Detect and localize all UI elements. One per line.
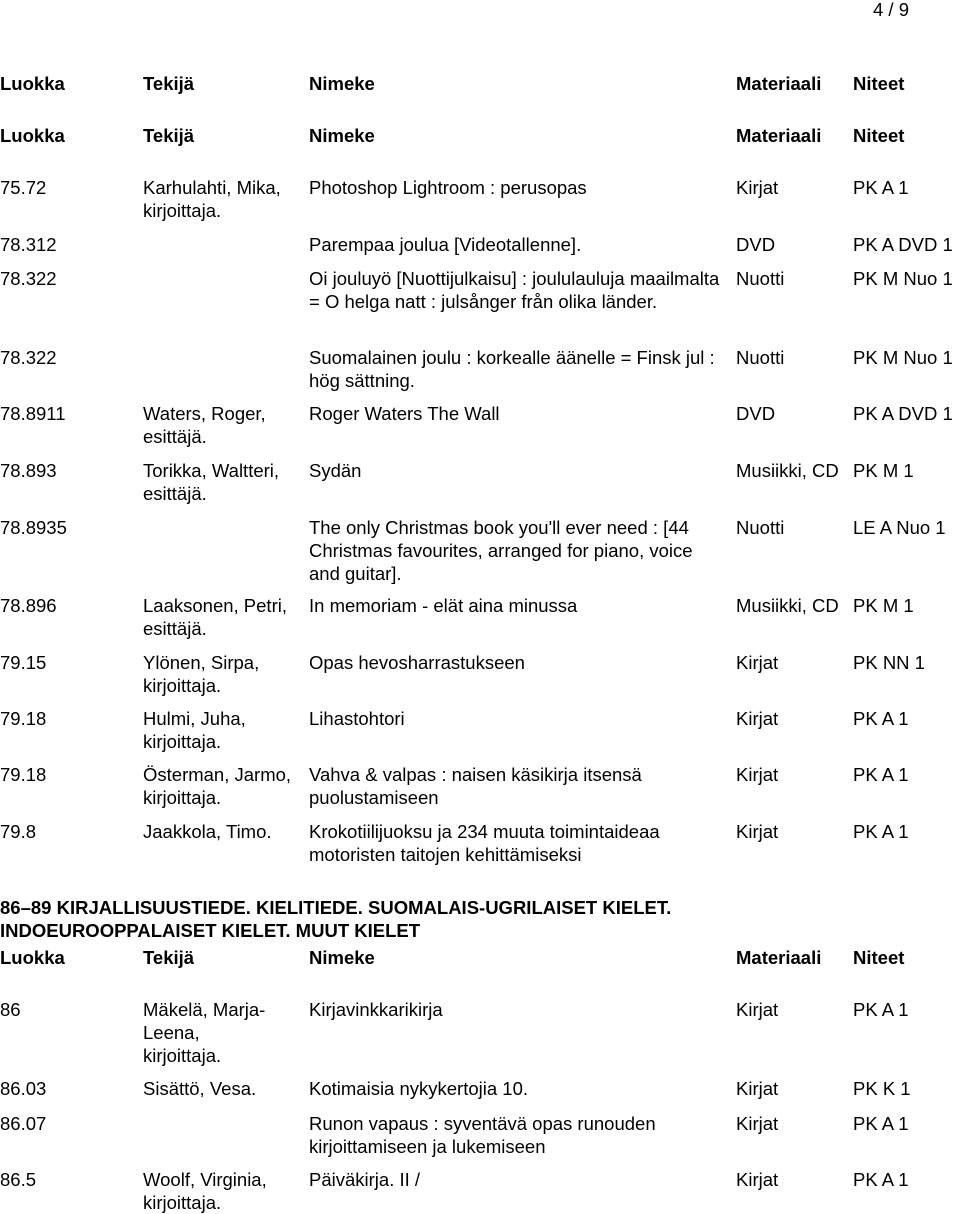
cell-luokka: 78.8911 (0, 403, 66, 424)
cell-luokka: 86.07 (0, 1113, 47, 1134)
cell-niteet: PK A 1 (853, 708, 909, 729)
cell-niteet: PK NN 1 (853, 652, 925, 673)
section-title-line: 86–89 KIRJALLISUUSTIEDE. KIELITIEDE. SUOMALAIS-UGRILAISET KIELET. (0, 897, 672, 918)
cell-nimeke: Lihastohtori (309, 708, 405, 729)
cell-niteet: PK A 1 (853, 999, 909, 1020)
page-number: 4 / 9 (873, 0, 909, 20)
cell-nimeke: Kirjavinkkarikirja (309, 999, 443, 1020)
cell-niteet: PK A 1 (853, 1169, 909, 1190)
cell-niteet: PK A 1 (853, 764, 909, 785)
cell-materiaali: DVD (736, 234, 776, 255)
header-luokka: Luokka (0, 73, 65, 94)
cell-luokka: 78.896 (0, 595, 57, 616)
cell-luokka: 86 (0, 999, 21, 1020)
cell-nimeke: Photoshop Lightroom : perusopas (309, 177, 587, 198)
cell-niteet: PK A DVD 1 (853, 403, 953, 424)
cell-niteet: PK M Nuo 1 (853, 347, 953, 368)
cell-tekija: Österman, Jarmo, kirjoittaja. (143, 764, 292, 808)
header-niteet: Niteet (853, 947, 905, 968)
cell-luokka: 79.18 (0, 764, 47, 785)
cell-materiaali: Kirjat (736, 1078, 779, 1099)
cell-luokka: 75.72 (0, 177, 47, 198)
header-niteet: Niteet (853, 125, 905, 146)
cell-niteet: LE A Nuo 1 (853, 517, 946, 538)
cell-materiaali: Kirjat (736, 821, 779, 842)
cell-materiaali: Musiikki, CD (736, 460, 839, 481)
cell-materiaali: Kirjat (736, 708, 779, 729)
cell-materiaali: DVD (736, 403, 776, 424)
header-tekija: Tekijä (143, 947, 195, 968)
cell-materiaali: Kirjat (736, 764, 779, 785)
header-tekija: Tekijä (143, 125, 195, 146)
cell-niteet: PK A DVD 1 (853, 234, 953, 255)
cell-tekija: Waters, Roger, esittäjä. (143, 403, 266, 447)
cell-tekija: Sisättö, Vesa. (143, 1078, 257, 1099)
header-materiaali: Materiaali (736, 73, 822, 94)
header-materiaali: Materiaali (736, 125, 822, 146)
cell-nimeke: Vahva & valpas : naisen käsikirja itsensä puolustamiseen (309, 764, 642, 808)
header-nimeke: Nimeke (309, 73, 375, 94)
cell-materiaali: Kirjat (736, 1169, 779, 1190)
cell-luokka: 79.15 (0, 652, 47, 673)
table-header (0, 946, 960, 972)
cell-niteet: PK A 1 (853, 821, 909, 842)
cell-nimeke: The only Christmas book you'll ever need : [44 Christmas favourites, arranged for piano, voice and guitar]. (309, 517, 693, 584)
header-niteet: Niteet (853, 73, 905, 94)
cell-niteet: PK A 1 (853, 177, 909, 198)
cell-niteet: PK M Nuo 1 (853, 268, 953, 289)
cell-materiaali: Kirjat (736, 652, 779, 673)
cell-luokka: 78.322 (0, 347, 57, 368)
cell-tekija: Karhulahti, Mika, kirjoittaja. (143, 177, 281, 221)
cell-tekija: Woolf, Virginia, kirjoittaja. (143, 1169, 267, 1213)
cell-luokka: 86.5 (0, 1169, 37, 1190)
header-luokka: Luokka (0, 947, 65, 968)
cell-tekija: Laaksonen, Petri, esittäjä. (143, 595, 287, 639)
cell-materiaali: Kirjat (736, 999, 779, 1020)
cell-luokka: 78.893 (0, 460, 57, 481)
cell-luokka: 79.8 (0, 821, 37, 842)
cell-tekija: Mäkelä, Marja-Leena, kirjoittaja. (143, 999, 266, 1066)
cell-nimeke: Oi jouluyö [Nuottijulkaisu] : joululauluja maailmalta = O helga natt : julsånger från olika länder. (309, 268, 720, 312)
cell-nimeke: Opas hevosharrastukseen (309, 652, 525, 673)
cell-nimeke: Kotimaisia nykykertojia 10. (309, 1078, 529, 1099)
cell-tekija: Ylönen, Sirpa, kirjoittaja. (143, 652, 260, 696)
cell-nimeke: In memoriam - elät aina minussa (309, 595, 578, 616)
header-materiaali: Materiaali (736, 947, 822, 968)
table-header (0, 72, 960, 98)
cell-nimeke: Suomalainen joulu : korkealle äänelle = Finsk jul : hög sättning. (309, 347, 715, 391)
cell-materiaali: Nuotti (736, 517, 785, 538)
cell-nimeke: Roger Waters The Wall (309, 403, 500, 424)
cell-materiaali: Kirjat (736, 1113, 779, 1134)
cell-nimeke: Parempaa joulua [Videotallenne]. (309, 234, 582, 255)
cell-materiaali: Nuotti (736, 268, 785, 289)
section-title (0, 896, 760, 942)
cell-tekija: Jaakkola, Timo. (143, 821, 272, 842)
cell-luokka: 86.03 (0, 1078, 47, 1099)
cell-luokka: 79.18 (0, 708, 47, 729)
header-nimeke: Nimeke (309, 125, 375, 146)
cell-nimeke: Runon vapaus : syventävä opas runouden kirjoittamiseen ja lukemiseen (309, 1113, 656, 1157)
cell-tekija: Torikka, Waltteri, esittäjä. (143, 460, 280, 504)
cell-luokka: 78.8935 (0, 517, 67, 538)
cell-niteet: PK A 1 (853, 1113, 909, 1134)
cell-nimeke: Krokotiilijuoksu ja 234 muuta toimintaideaa motoristen taitojen kehittämiseksi (309, 821, 660, 865)
header-luokka: Luokka (0, 125, 65, 146)
cell-niteet: PK M 1 (853, 595, 914, 616)
table-header (0, 124, 960, 150)
cell-tekija: Hulmi, Juha, kirjoittaja. (143, 708, 246, 752)
cell-niteet: PK M 1 (853, 460, 914, 481)
header-tekija: Tekijä (143, 73, 195, 94)
cell-materiaali: Kirjat (736, 177, 779, 198)
header-nimeke: Nimeke (309, 947, 375, 968)
cell-nimeke: Sydän (309, 460, 362, 481)
cell-nimeke: Päiväkirja. II / (309, 1169, 421, 1190)
cell-materiaali: Nuotti (736, 347, 785, 368)
cell-niteet: PK K 1 (853, 1078, 911, 1099)
cell-materiaali: Musiikki, CD (736, 595, 839, 616)
cell-luokka: 78.312 (0, 234, 57, 255)
cell-luokka: 78.322 (0, 268, 57, 289)
section-title-line: INDOEUROOPPALAISET KIELET. MUUT KIELET (0, 920, 421, 941)
